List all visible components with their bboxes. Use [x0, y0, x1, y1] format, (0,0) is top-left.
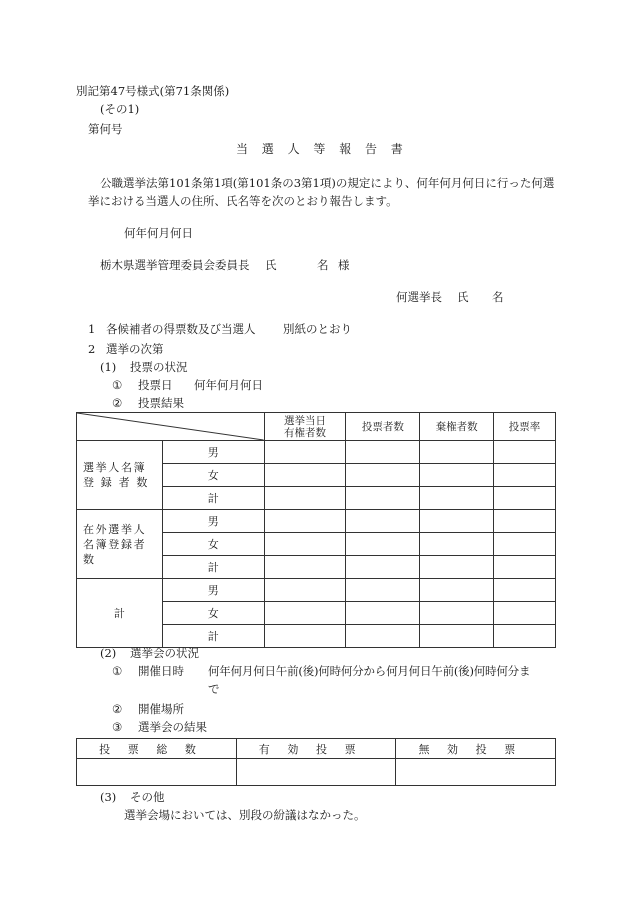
d1-continuation: で — [208, 682, 220, 696]
sub-3-text: その他 — [130, 790, 165, 804]
row-label-total: 計 — [162, 487, 264, 510]
addressee: 栃木県選挙管理委員会委員長 — [100, 258, 250, 272]
sender: 何選挙長 — [396, 290, 442, 304]
item-1-text: 各候補者の得票数及び当選人 — [106, 322, 256, 336]
election-meeting-results-table — [76, 738, 556, 786]
c1-label: 投票日 — [138, 378, 173, 392]
addressee-shi: 氏 — [265, 258, 277, 272]
group-label-overseas — [77, 510, 163, 579]
header-abstainers: 棄権者数 — [420, 413, 494, 441]
row-label-male: 男 — [162, 579, 264, 602]
group-label-registered — [77, 441, 163, 510]
group-label-total: 計 — [77, 579, 163, 648]
sender-shi: 氏 — [457, 290, 469, 304]
d2-number: ② — [112, 702, 123, 716]
d1-number: ① — [112, 664, 123, 678]
closing-remark: 選挙会場においては、別段の紛議はなかった。 — [124, 808, 366, 822]
document-title: 当選人等報告書 — [236, 142, 417, 156]
row-label-male: 男 — [162, 510, 264, 533]
d1-value: 何年何月何日午前(後)何時何分から何月何日午前(後)何時何分ま — [208, 664, 531, 678]
d3-label: 選挙会の結果 — [138, 720, 207, 734]
addressee-mei: 名 — [317, 258, 329, 272]
addressee-sama: 様 — [338, 258, 350, 272]
row-label-female: 女 — [162, 464, 264, 487]
group-1-l2: 登 録 者 数 — [83, 476, 150, 489]
header-turnout: 投票率 — [494, 413, 556, 441]
item-2-text: 選挙の次第 — [106, 342, 164, 356]
table-row — [77, 579, 556, 602]
d1-label: 開催日時 — [138, 664, 184, 678]
item-1-note: 別紙のとおり — [283, 322, 352, 336]
row-label-female: 女 — [162, 533, 264, 556]
form-reference: 別記第47号様式(第71条関係) — [76, 84, 230, 98]
row-label-total: 計 — [162, 625, 264, 648]
row-label-male: 男 — [162, 441, 264, 464]
c1-number: ① — [112, 378, 123, 392]
document-number: 第何号 — [88, 122, 123, 136]
item-2-number: 2 — [88, 342, 96, 356]
sub-2-number: (2) — [100, 646, 117, 660]
item-1-number: 1 — [88, 322, 96, 336]
intro-line-1: 公職選挙法第101条第1項(第101条の3第1項)の規定により、何年何月何日に行った何選 — [100, 176, 555, 190]
header-total-votes: 投票総数 — [77, 739, 237, 759]
header-voters: 投票者数 — [346, 413, 420, 441]
d2-label: 開催場所 — [138, 702, 184, 716]
sub-3-number: (3) — [100, 790, 117, 804]
group-2-l1: 在外選挙人 — [83, 522, 147, 536]
sub-1-number: (1) — [100, 360, 117, 374]
group-2-l2: 名簿登録者 — [83, 537, 147, 551]
intro-line-2: 挙における当選人の住所、氏名等を次のとおり報告します。 — [88, 194, 398, 208]
c1-value: 何年何月何日 — [194, 378, 263, 392]
group-1-l1: 選挙人名簿 — [83, 461, 147, 474]
group-2-l3: 数 — [83, 552, 96, 566]
c2-number: ② — [112, 396, 123, 410]
header-invalid-votes: 無効投票 — [396, 739, 556, 759]
row-label-female: 女 — [162, 602, 264, 625]
voting-results-table — [76, 412, 556, 648]
form-part: (その1) — [100, 102, 140, 116]
sub-1-text: 投票の状況 — [130, 360, 188, 374]
sub-2-text: 選挙会の状況 — [130, 646, 199, 660]
c2-label: 投票結果 — [138, 396, 184, 410]
report-date: 何年何月何日 — [124, 226, 193, 240]
table-row — [77, 759, 556, 786]
sender-mei: 名 — [492, 290, 504, 304]
header-eligible-voters — [264, 413, 346, 441]
header-eligible-l2: 有権者数 — [284, 426, 326, 439]
table-row — [77, 510, 556, 533]
diagonal-header-cell — [77, 413, 265, 441]
header-eligible-l1: 選挙当日 — [284, 414, 326, 427]
header-valid-votes: 有効投票 — [236, 739, 396, 759]
table-row — [77, 441, 556, 464]
row-label-total: 計 — [162, 556, 264, 579]
d3-number: ③ — [112, 720, 123, 734]
